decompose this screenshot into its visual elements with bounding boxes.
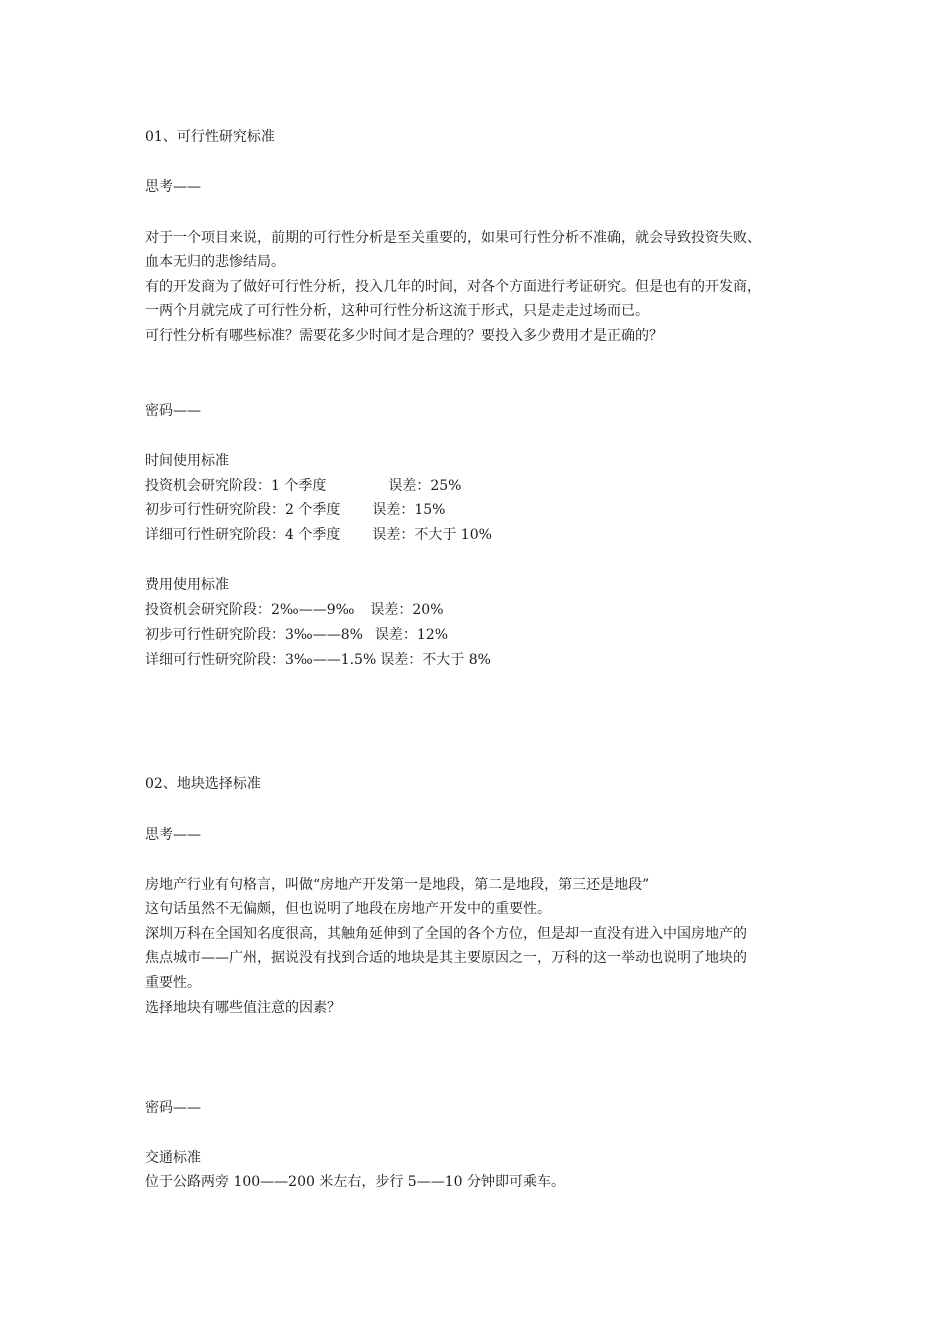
cost-row-error: 误差：20% <box>370 602 444 618</box>
section2-think-line: 房地产行业有句格言，叫做“房地产开发第一是地段，第二是地段，第三还是地段” <box>145 877 650 893</box>
section2-think-line: 这句话虽然不无偏颇，但也说明了地段在房地产开发中的重要性。 <box>145 901 551 917</box>
section1-think-line: 一两个月就完成了可行性分析，这种可行性分析这流于形式，只是走走过场而已。 <box>145 303 649 319</box>
section2-think-line: 深圳万科在全国知名度很高，其触角延伸到了全国的各个方位，但是却一直没有进入中国房地产的 <box>145 926 747 942</box>
time-heading: 时间使用标准 <box>145 453 229 469</box>
traffic-heading: 交通标准 <box>145 1150 201 1166</box>
cost-row <box>145 625 448 645</box>
cost-row-stage: 投资机会研究阶段：2‰——9‰ <box>145 602 355 618</box>
section1-think-line: 有的开发商为了做好可行性分析，投入几年的时间，对各个方面进行考证研究。但是也有的开发商， <box>145 279 761 295</box>
cost-row <box>145 650 491 670</box>
cost-row-error: 误差：不大于 8% <box>380 652 491 668</box>
time-row-error: 误差：25% <box>388 478 462 494</box>
cost-row <box>145 600 444 620</box>
section2-think-line: 重要性。 <box>145 975 201 991</box>
section1-think-line: 可行性分析有哪些标准？需要花多少时间才是合理的？要投入多少费用才是正确的？ <box>145 328 663 344</box>
time-row-error: 误差：15% <box>372 502 446 518</box>
section2-code-label: 密码—— <box>145 1100 201 1116</box>
section1-think-line: 对于一个项目来说，前期的可行性分析是至关重要的，如果可行性分析不准确，就会导致投资失败、 <box>145 230 761 246</box>
time-row-stage: 投资机会研究阶段：1 个季度 <box>145 478 327 494</box>
time-row <box>145 476 461 496</box>
cost-row-stage: 详细可行性研究阶段：3‰——1.5% <box>145 652 377 668</box>
section1-think-line: 血本无归的悲惨结局。 <box>145 254 285 270</box>
section2-think-line: 焦点城市——广州，据说没有找到合适的地块是其主要原因之一，万科的这一举动也说明了地块的 <box>145 950 747 966</box>
time-row-error: 误差：不大于 10% <box>372 527 492 543</box>
time-row-stage: 详细可行性研究阶段：4 个季度 <box>145 527 341 543</box>
section2-think-line: 选择地块有哪些值注意的因素？ <box>145 1000 341 1016</box>
cost-heading: 费用使用标准 <box>145 577 229 593</box>
section1-title: 01、可行性研究标准 <box>145 129 275 145</box>
traffic-line: 位于公路两旁 100——200 米左右，步行 5——10 分钟即可乘车。 <box>145 1174 565 1190</box>
section2-title: 02、地块选择标准 <box>145 776 261 792</box>
section1-code-label: 密码—— <box>145 403 201 419</box>
time-row-stage: 初步可行性研究阶段：2 个季度 <box>145 502 341 518</box>
time-row <box>145 525 492 545</box>
cost-row-error: 误差：12% <box>374 627 449 643</box>
section2-think-label: 思考—— <box>145 827 201 843</box>
time-row <box>145 500 445 520</box>
section1-think-label: 思考—— <box>145 179 201 195</box>
cost-row-stage: 初步可行性研究阶段：3‰——8% <box>145 627 363 643</box>
